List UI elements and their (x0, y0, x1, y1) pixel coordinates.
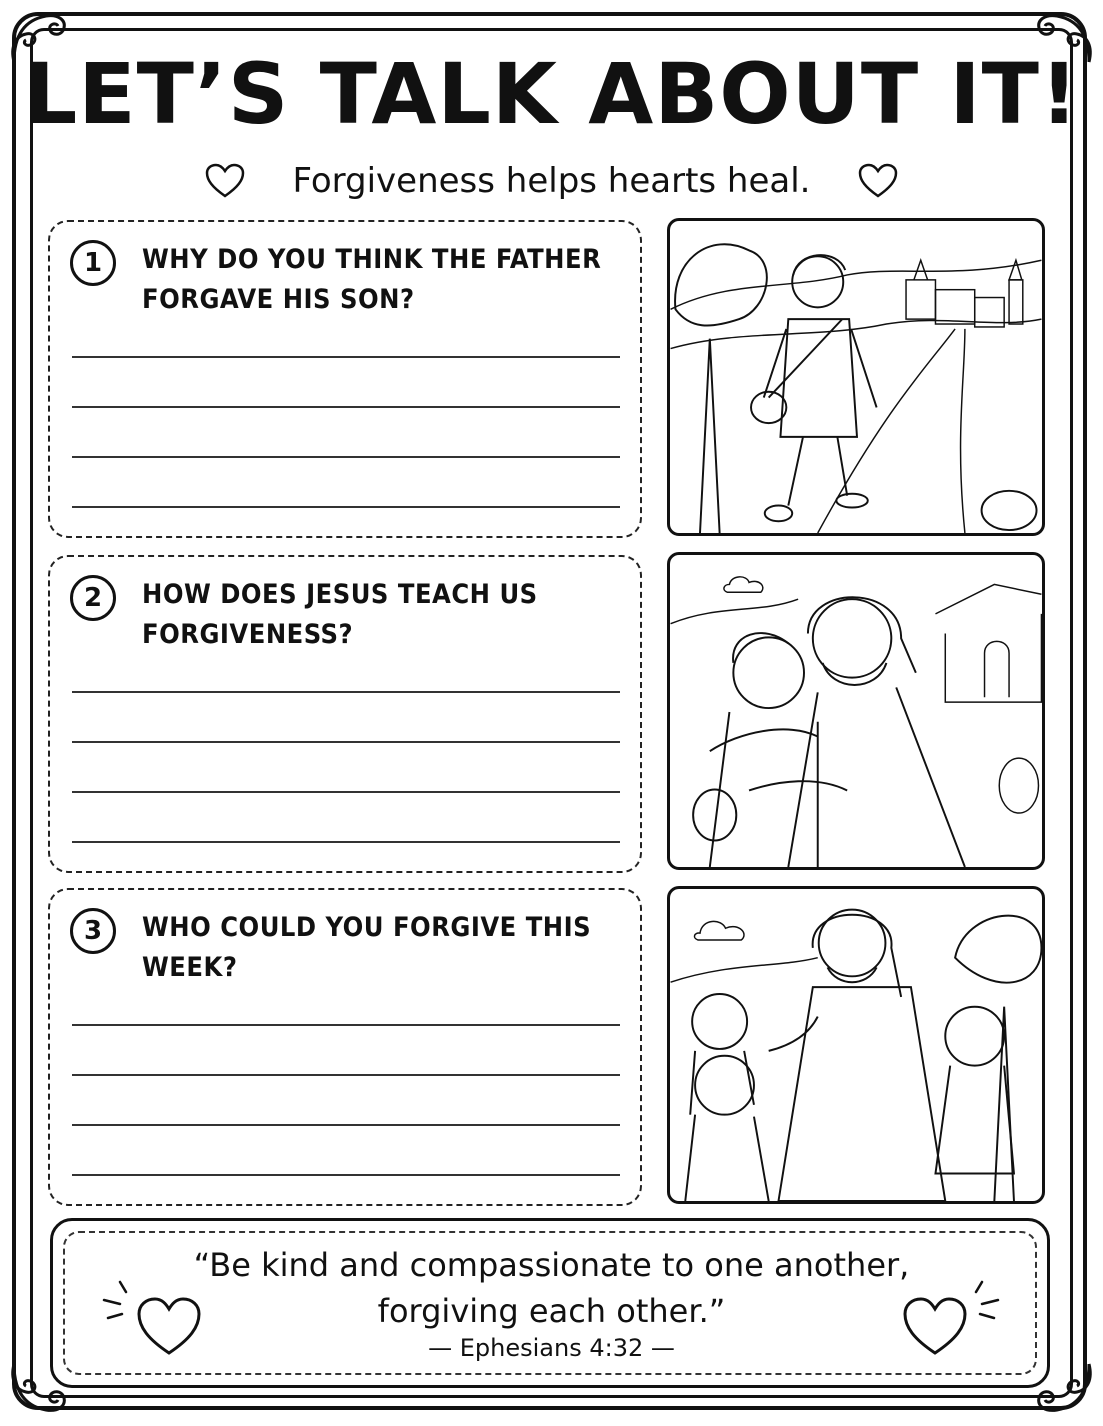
heart-icon (900, 1295, 970, 1359)
answer-line[interactable] (72, 356, 620, 358)
bible-verse-line-2: forgiving each other.” (377, 1292, 726, 1330)
question-box-1 (48, 220, 642, 538)
answer-line[interactable] (72, 791, 620, 793)
son-walking-home-illustration (667, 218, 1045, 536)
question-text: HOW DOES JESUS TEACH US FORGIVENESS? (142, 579, 538, 650)
answer-line[interactable] (72, 1024, 620, 1026)
jesus-with-children-illustration (667, 886, 1045, 1204)
answer-line[interactable] (72, 506, 620, 508)
heart-icon (857, 162, 899, 200)
answer-line[interactable] (72, 1124, 620, 1126)
question-number: 1 (70, 240, 116, 286)
answer-line[interactable] (72, 1174, 620, 1176)
father-embracing-son-illustration (667, 552, 1045, 870)
question-box-3 (48, 888, 642, 1206)
heart-icon (134, 1295, 204, 1359)
sparkle-lines-icon (962, 1278, 1002, 1328)
answer-line[interactable] (72, 741, 620, 743)
answer-line[interactable] (72, 691, 620, 693)
verse-reference: — Ephesians 4:32 — (428, 1334, 675, 1362)
son-walking-home-icon (670, 221, 1042, 533)
answer-line[interactable] (72, 406, 620, 408)
answer-line[interactable] (72, 456, 620, 458)
page-title: LET’S TALK ABOUT IT! (23, 45, 1080, 143)
question-box-2 (48, 555, 642, 873)
heart-icon (204, 162, 246, 200)
question-text: WHY DO YOU THINK THE FATHER FORGAVE HIS SON? (142, 244, 602, 315)
father-embracing-son-icon (670, 555, 1042, 867)
subtitle-row (0, 156, 1103, 206)
jesus-with-children-icon (670, 889, 1042, 1201)
bible-verse-line-1: “Be kind and compassionate to one another, (193, 1246, 910, 1284)
page-subtitle: Forgiveness helps hearts heal. (292, 161, 811, 201)
question-text: WHO COULD YOU FORGIVE THIS WEEK? (142, 912, 592, 983)
answer-line[interactable] (72, 1074, 620, 1076)
question-number: 2 (70, 575, 116, 621)
answer-line[interactable] (72, 841, 620, 843)
question-number: 3 (70, 908, 116, 954)
